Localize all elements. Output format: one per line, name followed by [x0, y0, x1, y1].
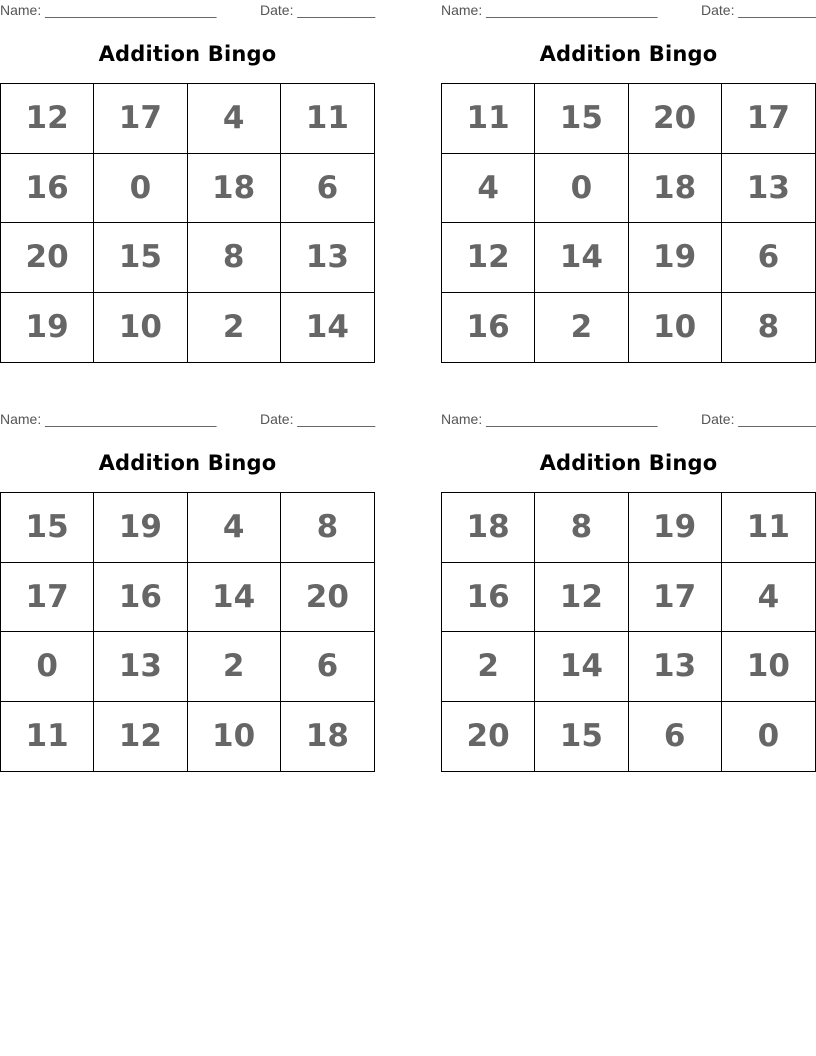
bingo-cell: 0: [757, 718, 780, 755]
bingo-cell: 17: [722, 84, 815, 154]
bingo-cell: 15: [94, 223, 187, 293]
card-header: [441, 409, 816, 429]
bingo-cell: 11: [281, 84, 374, 154]
bingo-cell: 10: [629, 293, 722, 363]
bingo-grid: [441, 492, 816, 772]
bingo-cell: 19: [629, 223, 722, 293]
bingo-cell: 6: [722, 223, 815, 293]
bingo-cell: 13: [94, 632, 187, 702]
bingo-cell: 14: [535, 223, 628, 293]
card-title: Addition Bingo: [539, 42, 718, 66]
bingo-card: [0, 0, 376, 346]
bingo-cell: 10: [94, 293, 187, 363]
bingo-cell: 18: [305, 718, 349, 755]
bingo-cell: 2: [188, 632, 281, 702]
date-field: Date: __________: [701, 411, 816, 427]
bingo-cell: 0: [1, 632, 94, 702]
card-title: Addition Bingo: [98, 451, 277, 475]
name-field: Name: ______________________: [0, 411, 217, 427]
bingo-cell: 6: [629, 702, 722, 772]
bingo-cell: 11: [442, 84, 535, 154]
bingo-cell: 0: [94, 154, 187, 224]
card-header: [0, 409, 375, 429]
bingo-cell: 4: [722, 563, 815, 633]
bingo-cell: 20: [1, 223, 94, 293]
bingo-cell: 2: [442, 632, 535, 702]
bingo-cell: 20: [629, 84, 722, 154]
bingo-cell: 10: [188, 702, 281, 772]
bingo-cell: 16: [442, 293, 535, 363]
bingo-cell: 2: [535, 293, 628, 363]
bingo-cell: 19: [94, 493, 187, 563]
bingo-card: [441, 0, 816, 346]
date-field: Date: __________: [260, 2, 376, 18]
bingo-cell: 16: [442, 563, 535, 633]
name-field: Name: ______________________: [441, 411, 658, 427]
bingo-cell: 15: [535, 84, 628, 154]
bingo-cell: 18: [442, 493, 535, 563]
bingo-cell: 8: [757, 309, 780, 346]
name-field: Name: ______________________: [0, 2, 217, 18]
bingo-cell: 13: [722, 154, 815, 224]
bingo-cell: 4: [188, 84, 281, 154]
bingo-cell: 17: [629, 563, 722, 633]
card-title: Addition Bingo: [539, 451, 718, 475]
card-title: Addition Bingo: [98, 42, 277, 66]
bingo-grid: [0, 83, 375, 363]
bingo-cell: 14: [535, 632, 628, 702]
name-field: Name: ______________________: [441, 2, 658, 18]
bingo-cell: 12: [535, 563, 628, 633]
bingo-cell: 13: [629, 632, 722, 702]
card-header: [0, 0, 375, 20]
bingo-cell: 6: [281, 632, 374, 702]
bingo-cell: 6: [281, 154, 374, 224]
bingo-cell: 10: [722, 632, 815, 702]
bingo-cell: 18: [188, 154, 281, 224]
date-field: Date: __________: [701, 2, 816, 18]
bingo-cell: 4: [442, 154, 535, 224]
bingo-cell: 18: [629, 154, 722, 224]
bingo-cell: 13: [281, 223, 374, 293]
bingo-card: [441, 409, 816, 755]
bingo-cell: 19: [629, 493, 722, 563]
bingo-cell: 12: [442, 223, 535, 293]
bingo-cell: 19: [1, 293, 94, 363]
bingo-cell: 15: [1, 493, 94, 563]
bingo-cell: 8: [188, 223, 281, 293]
bingo-cell: 16: [1, 154, 94, 224]
bingo-cell: 0: [535, 154, 628, 224]
card-header: [441, 0, 816, 20]
bingo-cell: 17: [94, 84, 187, 154]
bingo-card: [0, 409, 376, 755]
bingo-cell: 14: [305, 309, 349, 346]
bingo-cell: 11: [722, 493, 815, 563]
bingo-cell: 15: [535, 702, 628, 772]
bingo-cell: 12: [1, 84, 94, 154]
bingo-cell: 8: [535, 493, 628, 563]
date-field: Date: __________: [260, 411, 376, 427]
bingo-grid: [0, 492, 375, 772]
bingo-cell: 17: [1, 563, 94, 633]
bingo-cell: 12: [94, 702, 187, 772]
bingo-grid: [441, 83, 816, 363]
bingo-cell: 14: [188, 563, 281, 633]
bingo-cell: 4: [188, 493, 281, 563]
bingo-cell: 20: [281, 563, 374, 633]
bingo-cell: 2: [188, 293, 281, 363]
bingo-cell: 8: [281, 493, 374, 563]
bingo-cell: 11: [1, 702, 94, 772]
bingo-cell: 20: [442, 702, 535, 772]
bingo-cell: 16: [94, 563, 187, 633]
